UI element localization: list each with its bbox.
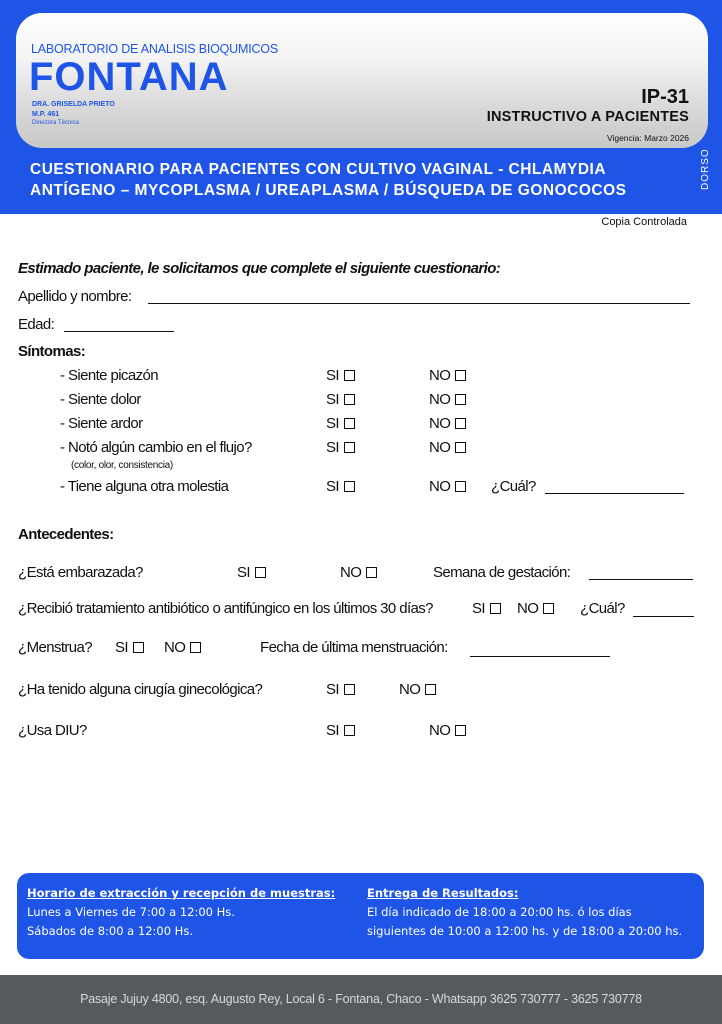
- symptom-label: - Siente dolor: [60, 391, 141, 408]
- history-title: Antecedentes:: [18, 526, 114, 543]
- doctor-license: M.P. 461: [32, 110, 60, 118]
- doctor-name: DRA. GRISELDA PRIETO: [32, 101, 115, 108]
- yes-checkbox[interactable]: [133, 642, 144, 653]
- symptom-label: - Siente picazón: [60, 367, 158, 384]
- hours-line-2: Sábados de 8:00 a 12:00 Hs.: [27, 924, 193, 938]
- no-checkbox[interactable]: [366, 567, 377, 578]
- iud-yes-option[interactable]: [326, 722, 355, 739]
- age-label: Edad:: [18, 316, 55, 333]
- age-field[interactable]: [64, 331, 174, 332]
- symptom-yes-option[interactable]: [326, 391, 355, 408]
- hours-line-1: Lunes a Viernes de 7:00 a 12:00 Hs.: [27, 905, 235, 919]
- symptom-no-option[interactable]: [429, 439, 466, 456]
- hours-column: [27, 884, 335, 941]
- which-field[interactable]: [545, 493, 684, 494]
- yes-checkbox[interactable]: [344, 684, 355, 695]
- last-period-field[interactable]: [470, 656, 610, 657]
- document-type: INSTRUCTIVO A PACIENTES: [486, 109, 689, 125]
- no-label: NO: [429, 478, 451, 495]
- gestation-label: Semana de gestación:: [433, 564, 571, 581]
- treatment-label: ¿Recibió tratamiento antibiótico o antifúngico en los últimos 30 días?: [18, 600, 433, 617]
- brand-logo: FONTANA: [29, 55, 229, 99]
- results-line-2: siguientes de 10:00 a 12:00 hs. y de 18:00 a 20:00 hs.: [367, 924, 683, 938]
- symptom-yes-option[interactable]: [326, 439, 355, 456]
- yes-label: SI: [326, 415, 339, 432]
- no-label: NO: [429, 415, 451, 432]
- no-checkbox[interactable]: [455, 418, 466, 429]
- schedule-box: [17, 873, 704, 959]
- menstruation-label: ¿Menstrua?: [18, 639, 93, 656]
- intro-text: Estimado paciente, le solicitamos que complete el siguiente cuestionario:: [18, 260, 501, 277]
- which-label: ¿Cuál?: [491, 478, 536, 495]
- surgery-yes-option[interactable]: [326, 681, 355, 698]
- yes-checkbox[interactable]: [344, 442, 355, 453]
- pregnant-label: ¿Está embarazada?: [18, 564, 143, 581]
- symptom-label: - Tiene alguna otra molestia: [60, 478, 229, 495]
- side-tag: DORSO: [700, 148, 711, 190]
- surgery-no-option[interactable]: [399, 681, 436, 698]
- no-checkbox[interactable]: [455, 370, 466, 381]
- no-checkbox[interactable]: [455, 394, 466, 405]
- menstruation-no-option[interactable]: [164, 639, 201, 656]
- results-line-1: El día indicado de 18:00 a 20:00 hs. ó los días: [367, 905, 632, 919]
- no-label: NO: [340, 564, 362, 581]
- yes-checkbox[interactable]: [344, 418, 355, 429]
- address-bar: Pasaje Jujuy 4800, esq. Augusto Rey, Local 6 - Fontana, Chaco - Whatsapp 3625 730777 - 3625 730778: [0, 975, 722, 1024]
- no-label: NO: [517, 600, 539, 617]
- pregnant-yes-option[interactable]: [237, 564, 266, 581]
- gestation-field[interactable]: [589, 579, 693, 580]
- no-checkbox[interactable]: [455, 481, 466, 492]
- name-label: Apellido y nombre:: [18, 288, 132, 305]
- doctor-role: Directora Técnica: [32, 120, 79, 126]
- yes-label: SI: [326, 722, 339, 739]
- yes-checkbox[interactable]: [344, 725, 355, 736]
- no-label: NO: [429, 367, 451, 384]
- symptom-no-option[interactable]: [429, 478, 466, 495]
- no-checkbox[interactable]: [190, 642, 201, 653]
- hours-title: Horario de extracción y recepción de muestras:: [27, 886, 336, 900]
- lab-name: LABORATORIO DE ANALISIS BIOQUMICOS: [31, 42, 278, 56]
- title-line-1: CUESTIONARIO PARA PACIENTES CON CULTIVO VAGINAL - CHLAMYDIA: [30, 161, 607, 178]
- symptoms-title: Síntomas:: [18, 343, 86, 360]
- iud-label: ¿Usa DIU?: [18, 722, 87, 739]
- treatment-which-label: ¿Cuál?: [580, 600, 625, 617]
- pregnant-no-option[interactable]: [340, 564, 377, 581]
- yes-checkbox[interactable]: [490, 603, 501, 614]
- no-checkbox[interactable]: [425, 684, 436, 695]
- no-checkbox[interactable]: [455, 725, 466, 736]
- no-label: NO: [399, 681, 421, 698]
- yes-label: SI: [326, 681, 339, 698]
- symptom-yes-option[interactable]: [326, 415, 355, 432]
- symptom-label: - Siente ardor: [60, 415, 143, 432]
- symptom-no-option[interactable]: [429, 367, 466, 384]
- symptom-yes-option[interactable]: [326, 478, 355, 495]
- no-label: NO: [429, 439, 451, 456]
- no-checkbox[interactable]: [455, 442, 466, 453]
- no-label: NO: [164, 639, 186, 656]
- yes-label: SI: [115, 639, 128, 656]
- yes-label: SI: [326, 439, 339, 456]
- symptom-no-option[interactable]: [429, 391, 466, 408]
- yes-checkbox[interactable]: [344, 481, 355, 492]
- yes-checkbox[interactable]: [344, 370, 355, 381]
- iud-no-option[interactable]: [429, 722, 466, 739]
- yes-label: SI: [326, 391, 339, 408]
- yes-checkbox[interactable]: [255, 567, 266, 578]
- yes-label: SI: [237, 564, 250, 581]
- surgery-label: ¿Ha tenido alguna cirugía ginecológica?: [18, 681, 263, 698]
- yes-label: SI: [326, 478, 339, 495]
- treatment-yes-option[interactable]: [472, 600, 501, 617]
- symptom-no-option[interactable]: [429, 415, 466, 432]
- yes-label: SI: [472, 600, 485, 617]
- results-column: [367, 884, 682, 941]
- symptom-yes-option[interactable]: [326, 367, 355, 384]
- symptom-label: - Notó algún cambio en el flujo?: [60, 439, 252, 456]
- title-line-2: ANTÍGENO – MYCOPLASMA / UREAPLASMA / BÚSQUEDA DE GONOCOCOS: [30, 182, 627, 199]
- no-checkbox[interactable]: [543, 603, 554, 614]
- yes-checkbox[interactable]: [344, 394, 355, 405]
- no-label: NO: [429, 391, 451, 408]
- controlled-copy-label: Copia Controlada: [601, 216, 687, 228]
- no-label: NO: [429, 722, 451, 739]
- document-code: IP-31: [641, 86, 689, 108]
- treatment-no-option[interactable]: [517, 600, 554, 617]
- treatment-which-field[interactable]: [633, 616, 694, 617]
- yes-label: SI: [326, 367, 339, 384]
- validity-date: Vigencia: Marzo 2026: [606, 133, 689, 143]
- results-title: Entrega de Resultados:: [367, 886, 519, 900]
- last-period-label: Fecha de última menstruación:: [260, 639, 448, 656]
- symptom-note: (color, olor, consistencia): [71, 460, 173, 471]
- name-field[interactable]: [148, 303, 690, 304]
- menstruation-yes-option[interactable]: [115, 639, 144, 656]
